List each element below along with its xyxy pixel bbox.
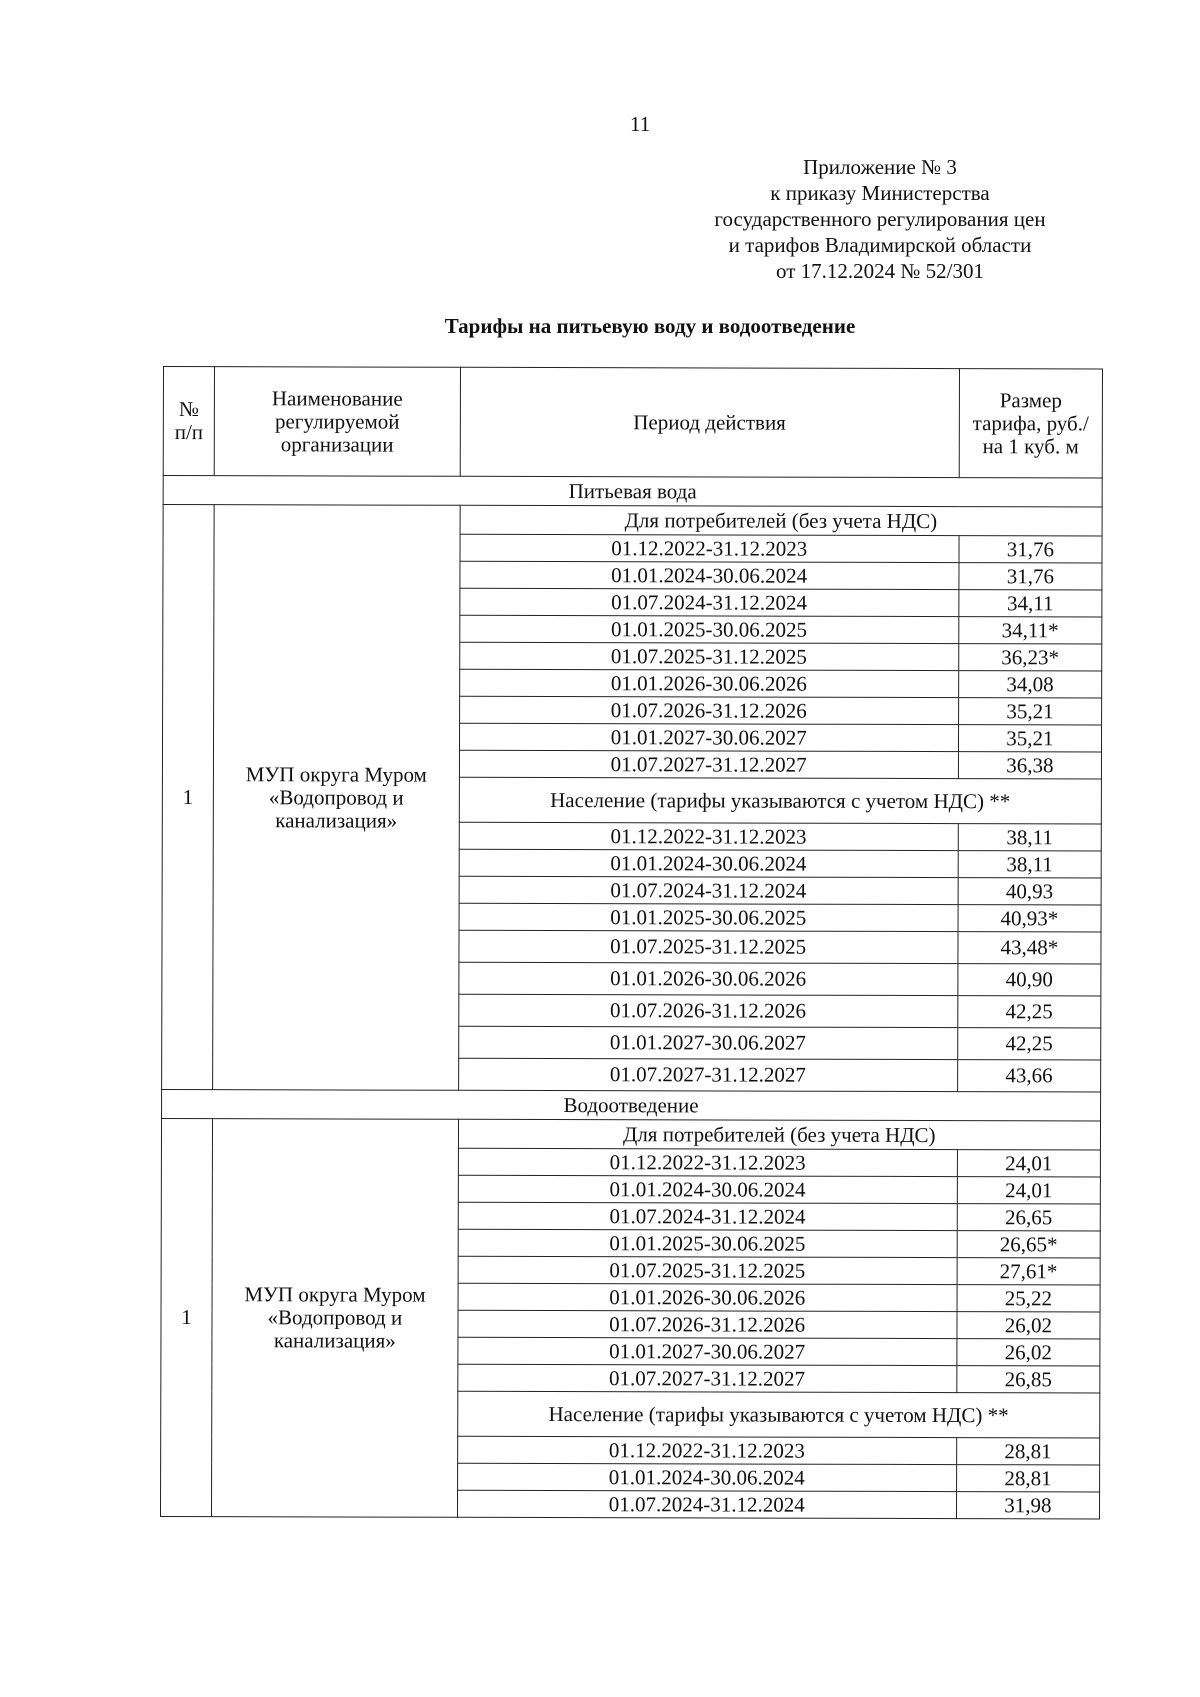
page-number: 11: [630, 112, 651, 136]
period-cell: 01.01.2026-30.06.2026: [458, 962, 957, 995]
header-num: № п/п: [163, 367, 214, 476]
tariff-value-cell: 26,02: [957, 1312, 1100, 1339]
period-cell: 01.07.2027-31.12.2027: [458, 1058, 957, 1091]
tariff-value-cell: 26,65: [957, 1204, 1100, 1231]
tariff-value-cell: 34,11*: [959, 617, 1102, 644]
tariff-value-cell: 40,90: [958, 964, 1101, 996]
period-cell: 01.01.2024-30.06.2024: [458, 1175, 957, 1203]
period-cell: 01.01.2024-30.06.2024: [457, 1463, 956, 1491]
organization-name: МУП округа Муром «Водопровод и канализация»: [212, 1119, 459, 1518]
period-cell: 01.07.2025-31.12.2025: [458, 1256, 957, 1284]
group-title: Население (тарифы указываются с учетом НДС) **: [459, 777, 1101, 824]
tariff-value-cell: 43,66: [957, 1060, 1100, 1092]
tariff-value-cell: 26,65*: [957, 1231, 1100, 1258]
tariff-value-cell: 24,01: [957, 1150, 1100, 1177]
table-body: [160, 476, 1102, 1519]
period-cell: 01.01.2027-30.06.2027: [459, 723, 958, 751]
period-cell: 01.07.2024-31.12.2024: [457, 1490, 956, 1518]
tariff-table: [160, 366, 1103, 1519]
tariff-value-cell: 34,08: [958, 671, 1101, 698]
header-period: Период действия: [460, 367, 959, 477]
appendix-line: к приказу Министерства: [770, 181, 990, 205]
period-cell: 01.07.2027-31.12.2027: [457, 1364, 956, 1392]
tariff-value-cell: 38,11: [958, 824, 1101, 851]
tariff-value-cell: 25,22: [957, 1285, 1100, 1312]
period-cell: 01.01.2025-30.06.2025: [459, 615, 958, 643]
period-cell: 01.07.2025-31.12.2025: [459, 930, 958, 963]
organization-name: МУП округа Муром «Водопровод и канализация»: [213, 505, 460, 1091]
row-number: 1: [160, 1118, 212, 1516]
tariff-value-cell: 31,98: [956, 1492, 1099, 1519]
tariff-value-cell: 27,61*: [957, 1258, 1100, 1285]
section-title: Питьевая вода: [163, 476, 1102, 507]
group-title: Население (тарифы указываются с учетом НДС) **: [457, 1391, 1099, 1438]
tariff-value-cell: 38,11: [958, 851, 1101, 878]
period-cell: 01.07.2025-31.12.2025: [459, 642, 958, 670]
period-cell: 01.12.2022-31.12.2023: [458, 1148, 957, 1176]
period-cell: 01.07.2024-31.12.2024: [459, 876, 958, 904]
appendix-line: государственного регулирования цен: [714, 207, 1046, 231]
tariff-value-cell: 36,23*: [958, 644, 1101, 671]
tariff-value-cell: 26,85: [957, 1366, 1100, 1393]
section-title: Водоотведение: [162, 1089, 1101, 1120]
appendix-line: Приложение № 3: [803, 155, 957, 179]
period-cell: 01.01.2025-30.06.2025: [458, 1229, 957, 1257]
period-cell: 01.01.2026-30.06.2026: [458, 1283, 957, 1311]
tariff-value-cell: 26,02: [957, 1339, 1100, 1366]
period-cell: 01.01.2024-30.06.2024: [460, 561, 959, 589]
period-cell: 01.07.2026-31.12.2026: [458, 1310, 957, 1338]
period-cell: 01.07.2026-31.12.2026: [458, 994, 957, 1027]
period-cell: 01.01.2025-30.06.2025: [459, 903, 958, 931]
period-cell: 01.01.2024-30.06.2024: [459, 849, 958, 877]
header-tariff-value: Размер тарифа, руб./на 1 куб. м: [959, 369, 1103, 478]
tariff-value-cell: 28,81: [956, 1438, 1099, 1465]
period-cell: 01.01.2027-30.06.2027: [458, 1337, 957, 1365]
section-row: [163, 476, 1102, 507]
period-cell: 01.12.2022-31.12.2023: [460, 534, 959, 562]
document-title: Тарифы на питьевую воду и водоотведение: [444, 314, 856, 338]
tariff-value-cell: 24,01: [957, 1177, 1100, 1204]
period-cell: 01.01.2027-30.06.2027: [458, 1026, 957, 1059]
tariff-value-cell: 31,76: [959, 536, 1102, 563]
tariff-value-cell: 31,76: [959, 563, 1102, 590]
tariff-value-cell: 40,93: [958, 878, 1101, 905]
period-cell: 01.01.2026-30.06.2026: [459, 669, 958, 697]
period-cell: 01.07.2024-31.12.2024: [459, 588, 958, 616]
tariff-value-cell: 35,21: [958, 698, 1101, 725]
tariff-value-cell: 28,81: [956, 1465, 1099, 1492]
tariff-value-cell: 34,11: [959, 590, 1102, 617]
period-cell: 01.12.2022-31.12.2023: [459, 822, 958, 850]
period-cell: 01.07.2027-31.12.2027: [459, 750, 958, 778]
group-title: Для потребителей (без учета НДС): [458, 1119, 1100, 1150]
group-title: Для потребителей (без учета НДС): [460, 505, 1102, 536]
appendix-block: [655, 154, 1105, 284]
appendix-line: и тарифов Владимирской области: [728, 233, 1032, 257]
section-row: [162, 1089, 1101, 1120]
period-cell: 01.07.2026-31.12.2026: [459, 696, 958, 724]
group-row: [161, 1118, 1100, 1149]
tariff-value-cell: 35,21: [958, 725, 1101, 752]
period-cell: 01.12.2022-31.12.2023: [457, 1436, 956, 1464]
tariff-value-cell: 40,93*: [958, 905, 1101, 932]
tariff-value-cell: 36,38: [958, 752, 1101, 779]
period-cell: 01.07.2024-31.12.2024: [458, 1202, 957, 1230]
group-row: [163, 505, 1102, 536]
appendix-line: от 17.12.2024 № 52/301: [775, 259, 985, 283]
tariff-value-cell: 42,25: [958, 996, 1101, 1028]
row-number: 1: [162, 505, 215, 1090]
tariff-value-cell: 43,48*: [958, 932, 1101, 964]
table-header-row: [163, 367, 1102, 478]
tariff-value-cell: 42,25: [957, 1028, 1100, 1060]
header-organization: Наименование регулируемой организации: [214, 367, 460, 477]
